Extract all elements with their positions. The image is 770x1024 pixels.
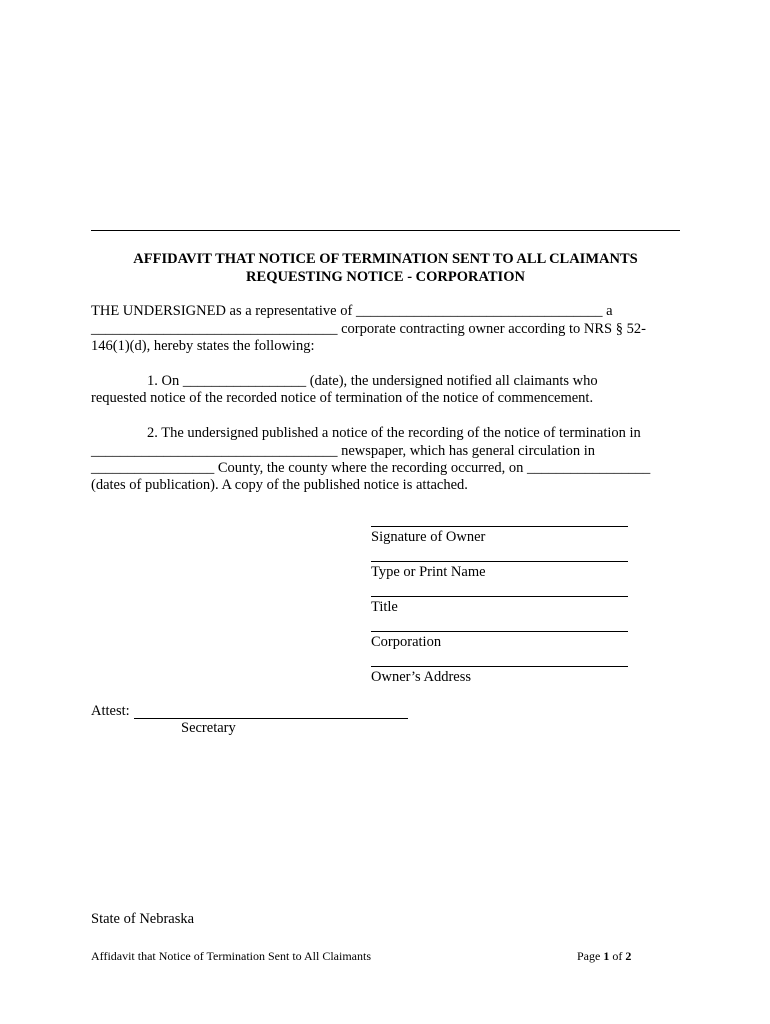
intro-line-3: 146(1)(d), hereby states the following: bbox=[91, 338, 315, 354]
document-title-line-2: REQUESTING NOTICE - CORPORATION bbox=[246, 268, 525, 285]
title-label: Title bbox=[371, 599, 398, 615]
document-title-line-1: AFFIDAVIT THAT NOTICE OF TERMINATION SENT TO ALL CLAIMANTS bbox=[133, 251, 638, 267]
paragraph-1-line-1: 1. On _________________ (date), the undersigned notified all claimants who bbox=[147, 373, 598, 389]
header-divider bbox=[91, 230, 680, 231]
signature-owner-label: Signature of Owner bbox=[371, 529, 486, 545]
attest-signature-line bbox=[134, 718, 408, 719]
owner-address-line bbox=[371, 666, 628, 667]
paragraph-2-line-1: 2. The undersigned published a notice of the recording of the notice of termination in bbox=[147, 425, 641, 441]
footer-document-name: Affidavit that Notice of Termination Sent to All Claimants bbox=[91, 949, 372, 963]
print-name-label: Type or Print Name bbox=[371, 564, 486, 580]
secretary-label: Secretary bbox=[181, 720, 236, 736]
intro-line-2: __________________________________ corporate contracting owner according to NRS § 52- bbox=[91, 321, 646, 337]
page-of-word: of bbox=[612, 949, 623, 963]
corporation-line bbox=[371, 631, 628, 632]
page-current: 1 bbox=[603, 949, 610, 963]
signature-owner-line bbox=[371, 526, 628, 527]
intro-line-1: THE UNDERSIGNED as a representative of __________________________________ a bbox=[91, 303, 613, 319]
page-number bbox=[577, 949, 631, 963]
paragraph-2-line-2: __________________________________ newspaper, which has general circulation in bbox=[91, 443, 596, 459]
owner-address-label: Owner’s Address bbox=[371, 669, 472, 685]
document-title bbox=[91, 251, 680, 286]
page-total: 2 bbox=[625, 949, 632, 963]
corporation-label: Corporation bbox=[371, 634, 442, 650]
page-word: Page bbox=[577, 949, 601, 963]
paragraph-1-line-2: requested notice of the recorded notice of termination of the notice of commencement. bbox=[91, 390, 594, 406]
attest-label: Attest: bbox=[91, 703, 130, 719]
paragraph-2-line-3: _________________ County, the county where the recording occurred, on _________________ bbox=[91, 460, 651, 476]
title-line bbox=[371, 596, 628, 597]
state-label: State of Nebraska bbox=[91, 911, 195, 927]
paragraph-2-line-4: (dates of publication). A copy of the published notice is attached. bbox=[91, 477, 468, 493]
print-name-line bbox=[371, 561, 628, 562]
